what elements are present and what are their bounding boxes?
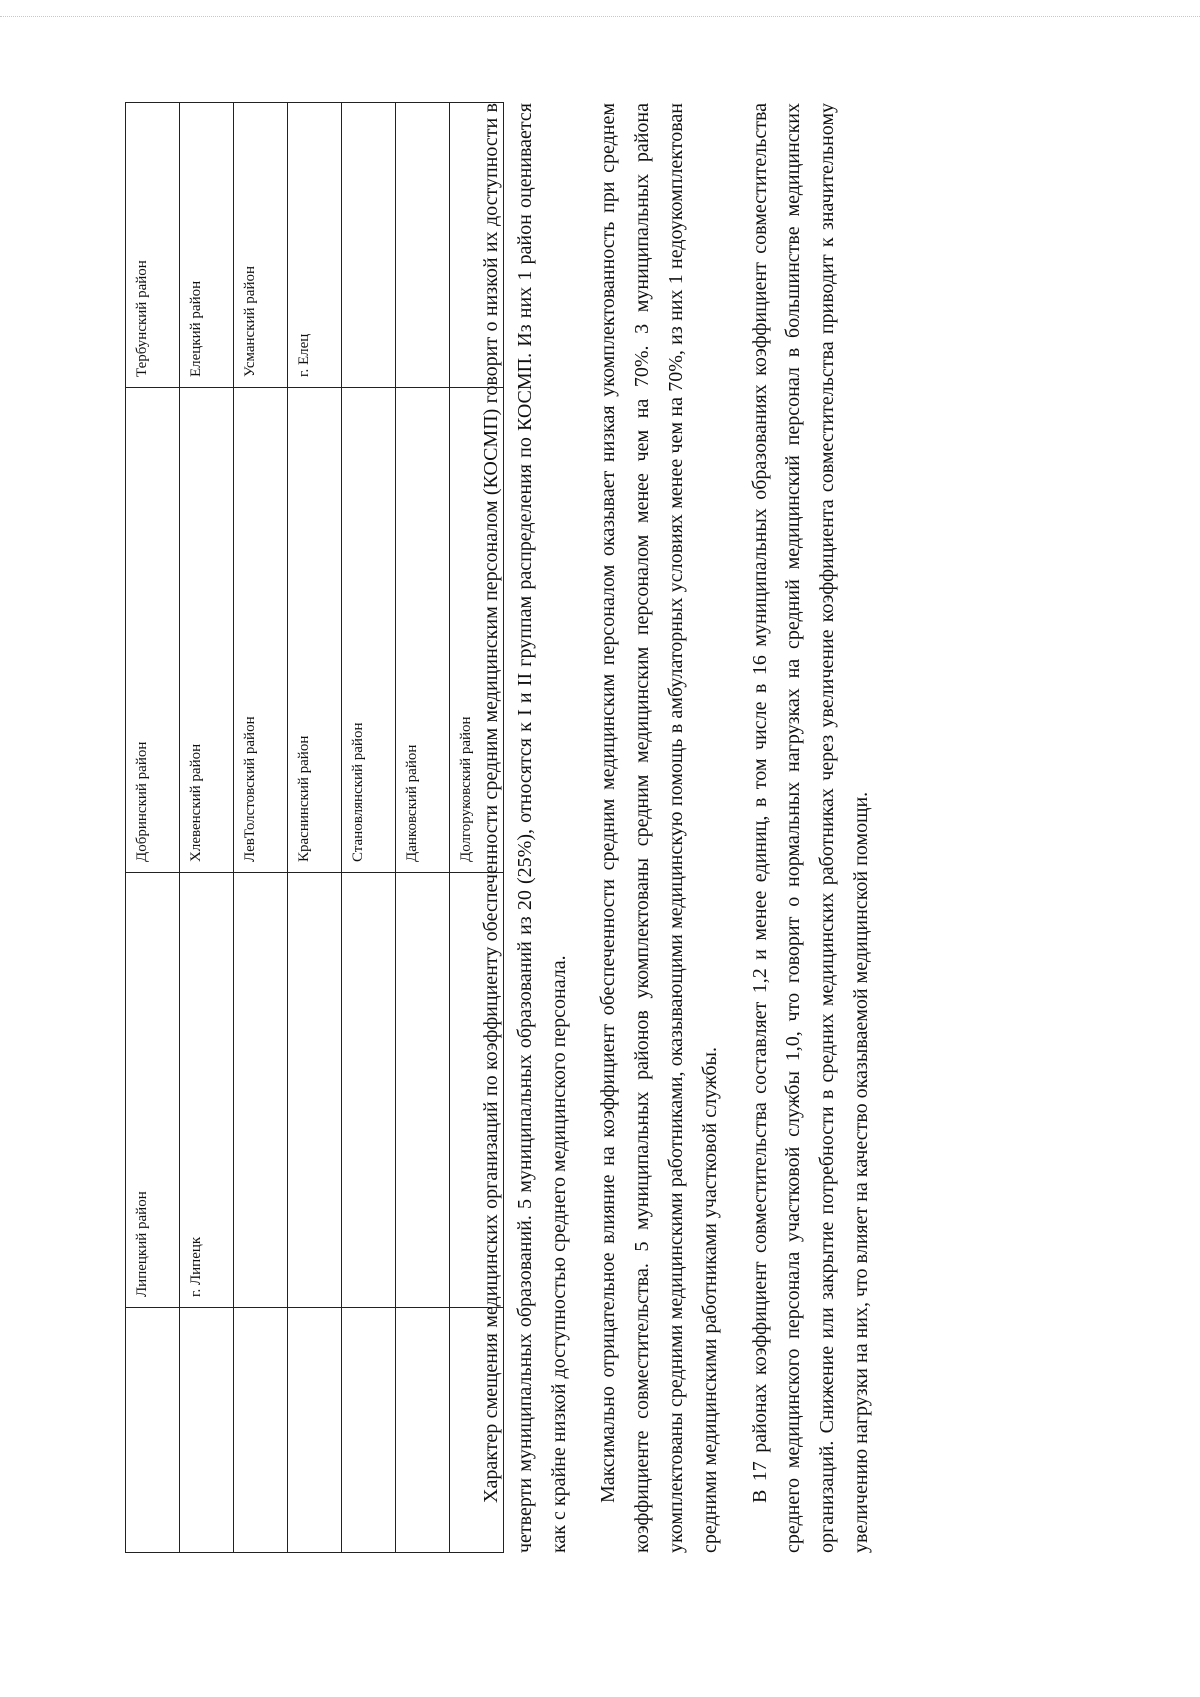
table-cell: Елецкий район xyxy=(180,103,234,388)
table-cell xyxy=(396,873,450,1308)
scan-edge-line xyxy=(0,16,1200,17)
table-cell xyxy=(180,1308,234,1553)
table-cell: Липецкий район xyxy=(126,873,180,1308)
table-row xyxy=(396,103,450,1553)
table-cell xyxy=(342,103,396,388)
table-cell xyxy=(288,1308,342,1553)
districts-table xyxy=(125,102,504,1553)
table-cell: Тербунский район xyxy=(126,103,180,388)
table-cell xyxy=(396,1308,450,1553)
table-cell xyxy=(342,873,396,1308)
table-cell: Усманский район xyxy=(234,103,288,388)
paragraph-smeshenie: Характер смещения медицинских организаций по коэффициенту обеспеченности средним медицинским персоналом (КОСМП) говорит о низкой их доступности в четверти муниципальных образований. 5 муниципальных образований из 20 (25%), относятся к I и II группам распределения по КОСМП. Из них 1 район оценивается как с крайне низкой доступностью среднего медицинского персонала. xyxy=(480,103,570,1553)
table-row xyxy=(180,103,234,1553)
table-cell: Данковский район xyxy=(396,388,450,873)
table-row xyxy=(288,103,342,1553)
table-cell xyxy=(126,1308,180,1553)
table-cell xyxy=(234,1308,288,1553)
table-row xyxy=(342,103,396,1553)
table-cell: Добринский район xyxy=(126,388,180,873)
table-row xyxy=(234,103,288,1553)
table-cell xyxy=(288,873,342,1308)
table-cell: Хлевенский район xyxy=(180,388,234,873)
table-cell: Краснинский район xyxy=(288,388,342,873)
table-cell xyxy=(396,103,450,388)
table-cell: Долгоруковский район xyxy=(450,388,504,873)
table-cell xyxy=(234,873,288,1308)
table-cell xyxy=(342,1308,396,1553)
table-cell: г. Елец xyxy=(288,103,342,388)
body-text xyxy=(475,103,895,1553)
table-cell: г. Липецк xyxy=(180,873,234,1308)
rotated-page-content xyxy=(125,103,1065,1553)
table-cell: ЛевТолстовский район xyxy=(234,388,288,873)
table-row xyxy=(126,103,180,1553)
paragraph-ukomplektovannost: Максимально отрицательное влияние на коэффициент обеспеченности средним медицинским персоналом оказывает низкая укомплектованность при среднем коэффициенте совместительства. 5 муниципальных районов укомплектованы средним медицинским персоналом менее чем на 70%. 3 муниципальных района укомплектованы средними медицинскими работниками, оказывающими медицинскую помощь в амбулаторных условиях менее чем на 70%, из них 1 недоукомплектован средними медицинскими работниками участковой службы. xyxy=(597,103,721,1553)
table-cell: Становлянский район xyxy=(342,388,396,873)
paragraph-sovmestitelstvo: В 17 районах коэффициент совместительства составляет 1,2 и менее единиц, в том числе в 16 муниципальных образованиях коэффициент совместительства среднего медицинского персонала участковой службы 1,0, что говорит о нормальных нагрузках на средний медицинский персонал в большинстве медицинских организаций. Снижение или закрытие потребности в средних медицинских работниках через увеличение коэффициента совместительства приводит к значительному увеличению нагрузки на них, что влияет на качество оказываемой медицинской помощи. xyxy=(748,103,872,1553)
